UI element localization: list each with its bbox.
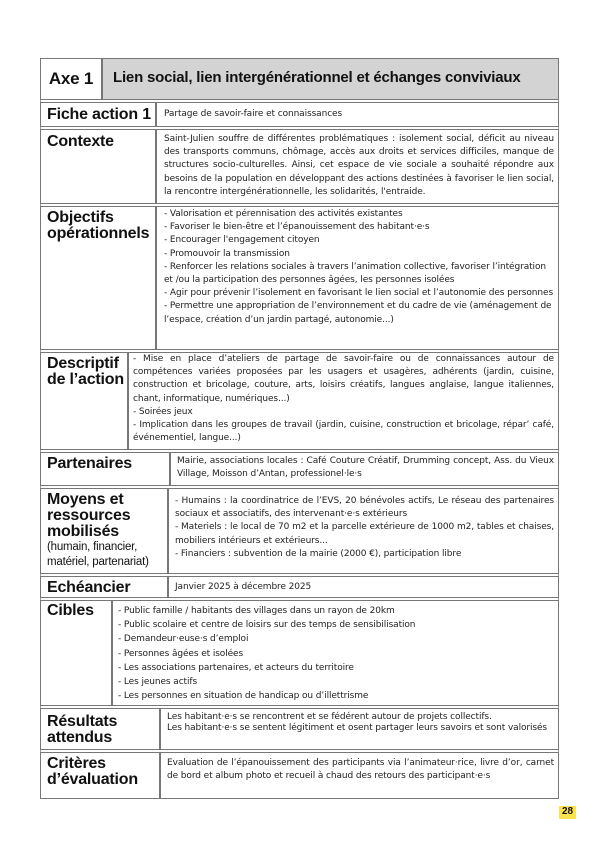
axis-title: [102, 58, 559, 100]
objectifs-label-line2: opérationnels: [47, 225, 150, 242]
objectifs-label-line1: Objectifs: [47, 209, 114, 226]
fiche-value-text: Partage de savoir-faire et connaissances: [164, 109, 343, 119]
resultats-label: [40, 708, 160, 750]
criteres-text: Evaluation de l’épanouissement des participants via l’animateur·rice, livre d’or, carnet de bord et album photo et recueil à chaud des retours des participant·e·s: [167, 758, 554, 782]
criteres-label-line1: Critères: [47, 755, 106, 772]
list-item: - Public famille / habitants des villages dans un rayon de 20km: [118, 606, 395, 616]
cibles-value: [112, 600, 559, 706]
contexte-label: [40, 129, 156, 204]
fiche-value: [156, 102, 559, 127]
list-item: - Financiers : subvention de la mairie (2000 €), participation libre: [175, 548, 462, 559]
moyens-label-line3: mobilisés: [47, 523, 120, 540]
descriptif-label-line2: de l’action: [47, 371, 124, 388]
resultats-line2: Les habitant·e·s se sentent légitiment et osent partager leurs savoirs et sont valorisés: [167, 723, 548, 733]
contexte-text: Saint-Julien souffre de différentes problématiques : isolement social, déficit au niveau des transports communs, chômage, accès aux droits et services difficiles, manque de structures socio-culturelles. Ainsi, cet espace de vie sociale a souhaité répondre aux besoins de la population en développant des actions destinées à favoriser le lien social, la rencontre intergénérationnelle, les solidarités, l'entraide.: [164, 134, 554, 197]
list-item: - Mise en place d’ateliers de partage de savoir-faire ou de connaissances autour de compétences variées proposées par les usagers et usagères, adhérents (jardin, cuisine, construction et bricolage, couture, arts, loisirs créatifs, langues anglaise, langue italiennes, chant, informatique, numériques...): [133, 354, 554, 404]
moyens-sub-line1: (humain, financier,: [47, 541, 138, 553]
list-item: - Les personnes en situation de handicap ou d’illettrisme: [118, 691, 369, 702]
axis-title-text: Lien social, lien intergénérationnel et échanges conviviaux: [113, 69, 521, 86]
list-item: - Demandeur·euse·s d’emploi: [118, 634, 249, 645]
list-item: - Humains : la coordinatrice de l’EVS, 20 bénévoles actifs, Le réseau des partenaires sociaux et associatifs, des intervenant·e·s extérieurs: [175, 496, 554, 520]
descriptif-label-line1: Descriptif: [47, 355, 119, 372]
page-number-text: 28: [561, 806, 574, 817]
echeancier-text: Janvier 2025 à décembre 2025: [175, 582, 312, 592]
resultats-label-line1: Résultats: [47, 713, 118, 730]
objectifs-value: [156, 206, 559, 350]
moyens-label-line2: ressources: [47, 507, 131, 524]
echeancier-value: [168, 576, 559, 598]
cibles-label-text: Cibles: [47, 602, 94, 619]
criteres-label-line2: d’évaluation: [47, 771, 138, 788]
moyens-list: [175, 495, 554, 561]
resultats-line1: Les habitant·e·s se rencontrent et se fédérent autour de projets collectifs.: [167, 712, 492, 722]
criteres-value: [160, 752, 559, 799]
list-item: - Renforcer les relations sociales à travers l’animation collective, favoriser l’intégration et /ou la participation des personnes âgées, les personnes isolées: [164, 261, 546, 286]
moyens-label-line1: Moyens et: [47, 491, 124, 508]
list-item: - Promouvoir la transmission: [164, 248, 290, 259]
partenaires-text: Mairie, associations locales : Café Couture Créatif, Drumming concept, Ass. du Vieux Village, Moisson d’Antan, professionel·le·s: [177, 456, 554, 480]
echeancier-label-text: Echéancier: [47, 579, 131, 596]
resultats-label-line2: attendus: [47, 729, 113, 746]
list-item: - Permettre une appropriation de l’environnement et du cadre de vie (aménagement de l’espace, création d’un jardin partagé, autonomie...): [164, 301, 552, 325]
cibles-list: [118, 604, 554, 703]
fiche-label-text: Fiche action 1: [47, 106, 151, 123]
contexte-label-text: Contexte: [47, 133, 114, 150]
moyens-label: [40, 488, 168, 574]
moyens-value: [168, 488, 559, 574]
fiche-label: [40, 102, 156, 127]
partenaires-label: [40, 452, 170, 486]
partenaires-value: [170, 452, 559, 486]
list-item: - Favoriser le bien-être et l’épanouissement des habitant·e·s: [164, 222, 430, 233]
cibles-label: [40, 600, 112, 706]
descriptif-list: [133, 353, 554, 445]
list-item: - Les jeunes actifs: [118, 677, 198, 688]
axis-label-text: Axe 1: [48, 69, 94, 88]
criteres-label: [40, 752, 160, 799]
page-number: [559, 806, 576, 819]
list-item: - Personnes âgées et isolées: [118, 648, 244, 659]
list-item: - Implication dans les groupes de travail (jardin, cuisine, construction et bricolage, répar’ café, événementiel, langue...): [133, 420, 554, 444]
axis-label: [40, 58, 102, 100]
descriptif-label: [40, 352, 128, 450]
resultats-value: [160, 708, 559, 750]
contexte-value: [156, 129, 559, 204]
moyens-sub-line2: matériel, partenariat): [47, 556, 149, 568]
list-item: - Encourager l'engagement citoyen: [164, 235, 320, 246]
list-item: - Public scolaire et centre de loisirs sur des temps de sensibilisation: [118, 620, 416, 631]
list-item: - Valorisation et pérennisation des activités existantes: [164, 209, 403, 219]
list-item: - Agir pour prévenir l’isolement en favorisant le lien social et l’autonomie des personnes: [164, 288, 554, 299]
objectifs-list: [164, 208, 554, 327]
partenaires-label-text: Partenaires: [47, 455, 132, 472]
echeancier-label: [40, 576, 168, 598]
list-item: - Materiels : le local de 70 m2 et la parcelle extérieure de 1000 m2, tables et chaises, mobiliers intérieurs et extérieurs...: [175, 522, 554, 546]
list-item: - Soirées jeux: [133, 406, 193, 417]
objectifs-label: [40, 206, 156, 350]
list-item: - Les associations partenaires, et acteurs du territoire: [118, 662, 354, 673]
descriptif-value: [128, 352, 559, 450]
